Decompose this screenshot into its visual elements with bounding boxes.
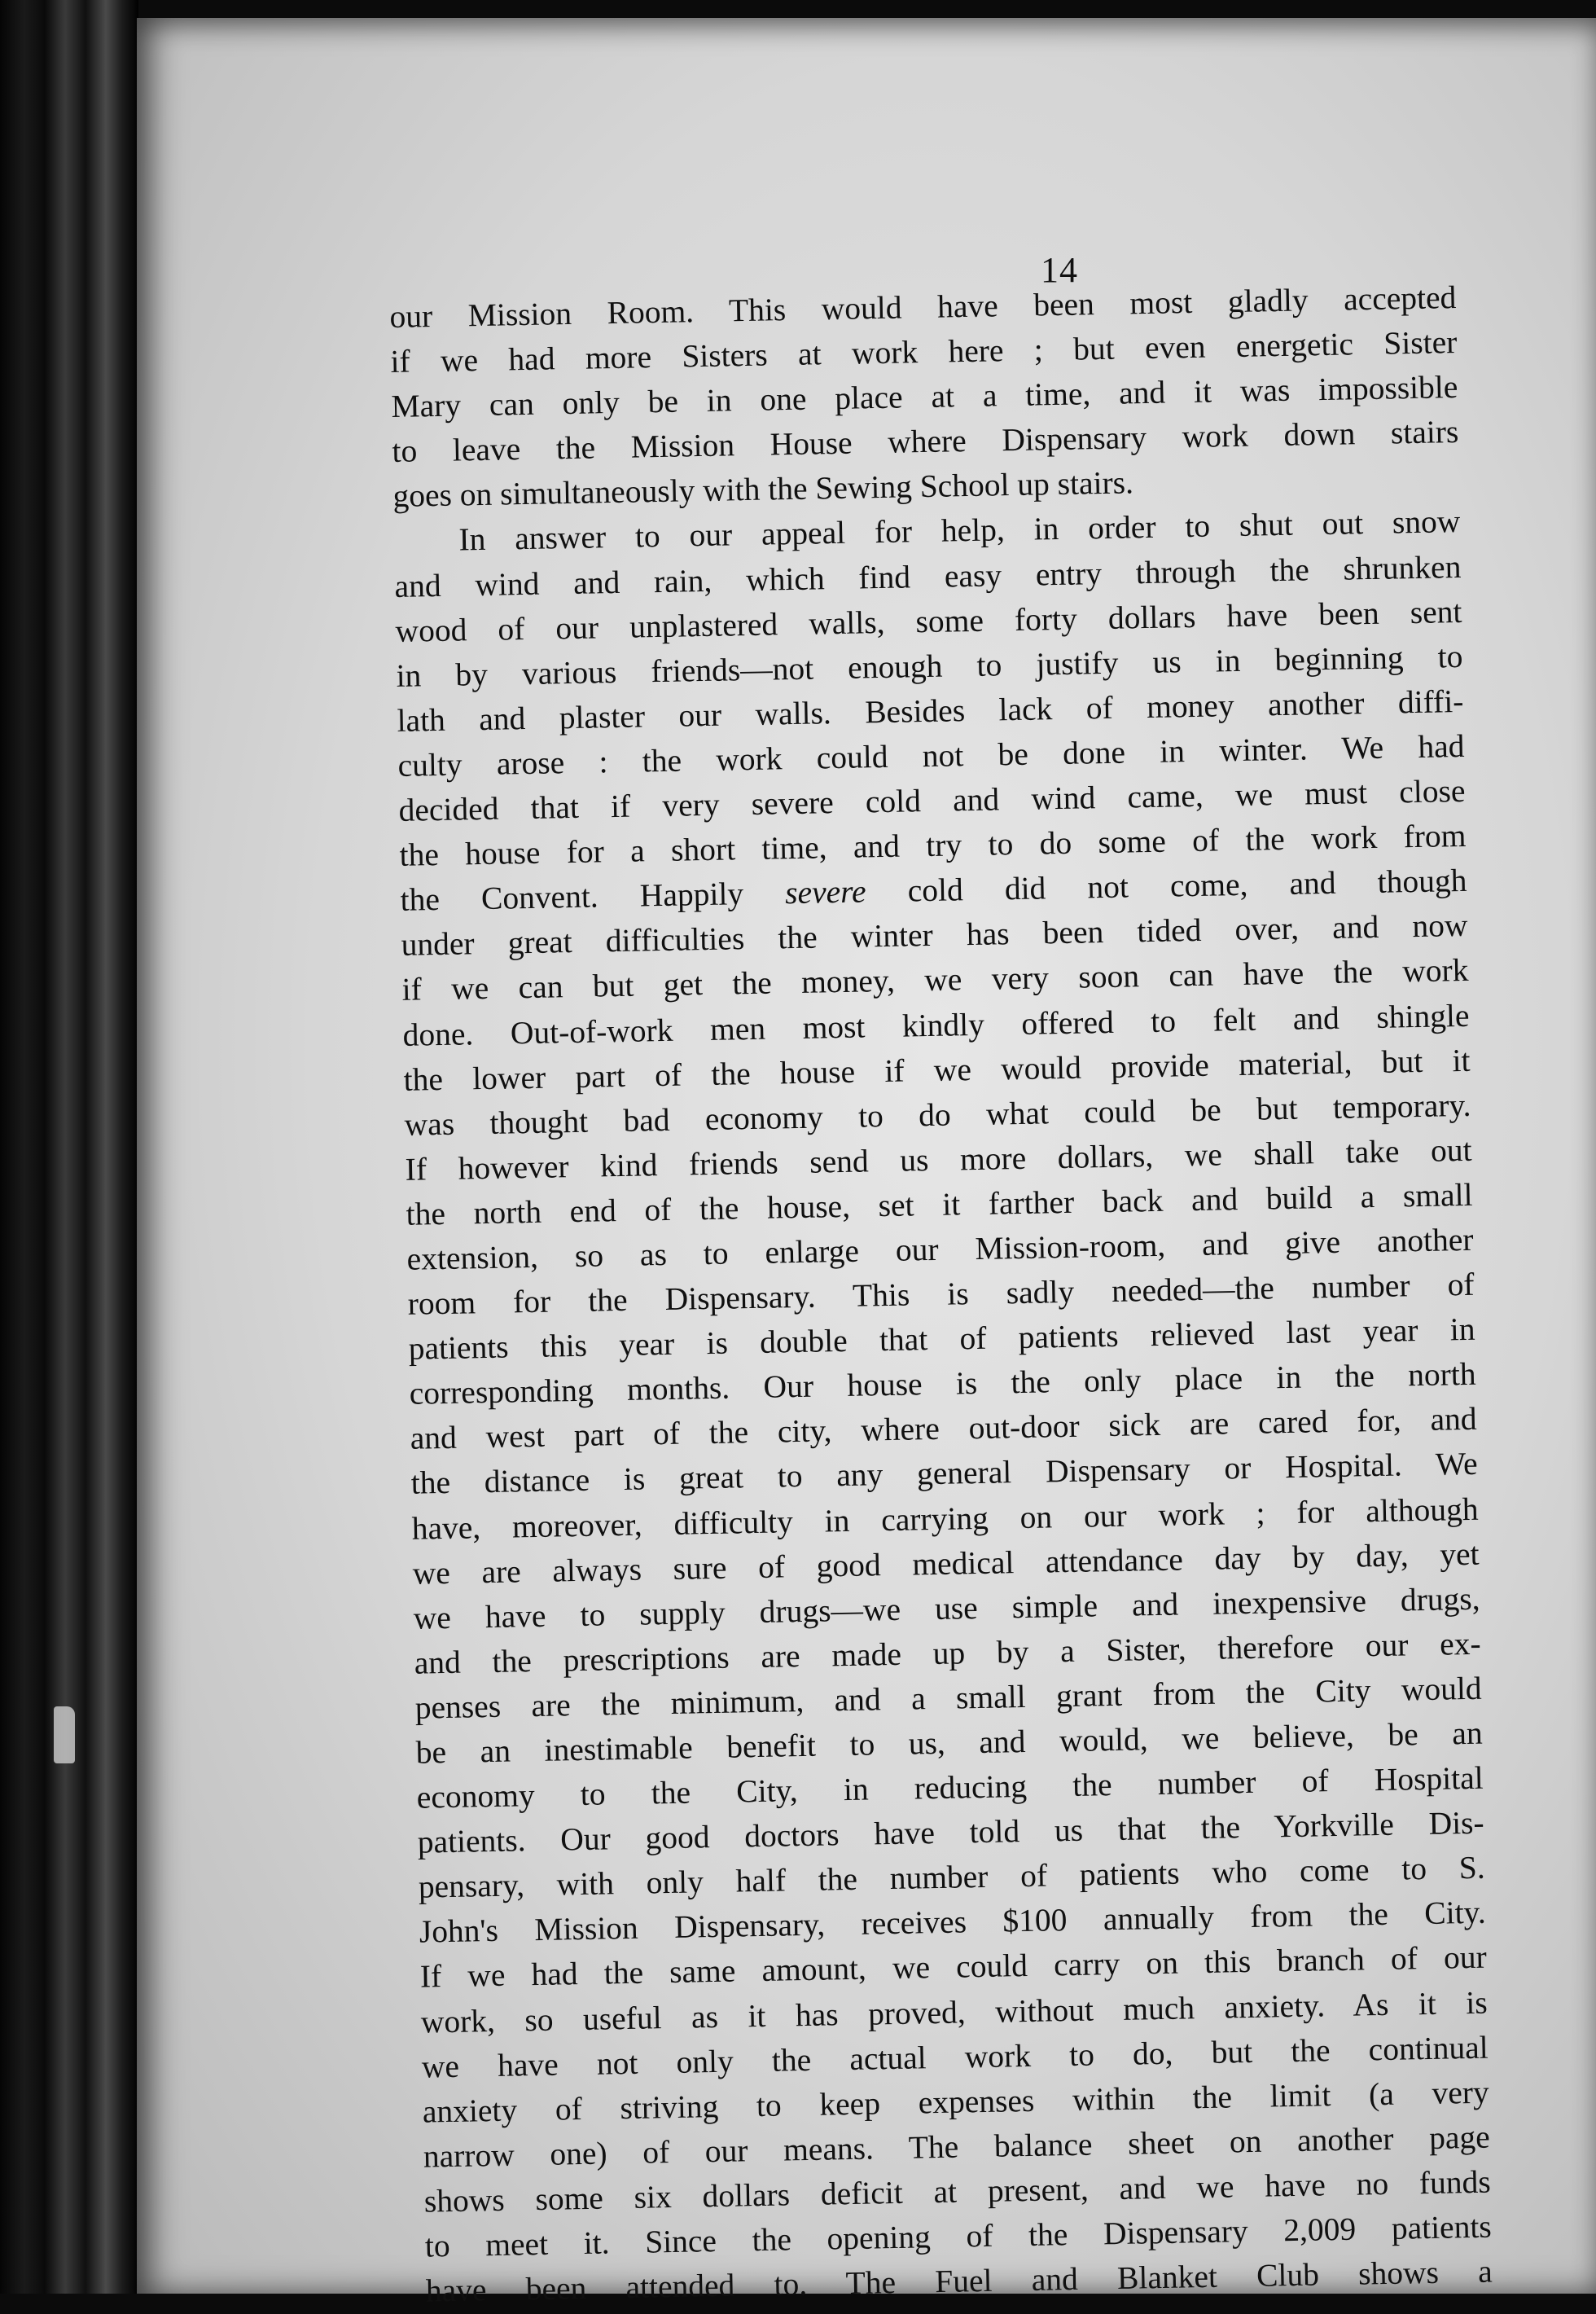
page-number: 14: [1041, 250, 1078, 290]
text-line: patients this year is double that of patients relieved last year in: [408, 1311, 1475, 1367]
text-line: lath and plaster our walls. Besides lack of money another diffi-: [397, 683, 1464, 739]
text-line: decided that if very severe cold and wind came, we must close: [398, 772, 1466, 828]
text-line: done. Out-of-work men most kindly offered to felt and shingle: [402, 997, 1470, 1053]
text-line: we have not only the actual work to do, but the continual: [421, 2029, 1489, 2085]
text-line: have been attended to. The Fuel and Blanket Club shows a: [425, 2253, 1493, 2309]
text-line: the Convent. Happily severe cold did not come, and though: [400, 863, 1467, 919]
text-line: goes on simultaneously with the Sewing School up stairs.: [392, 464, 1134, 515]
text-line: John's Mission Dispensary, receives $100 annually from the City.: [419, 1895, 1487, 1951]
text-line: patients. Our good doctors have told us that the Yorkville Dis-: [417, 1804, 1485, 1860]
text-line: corresponding months. Our house is the only place in the north: [409, 1356, 1476, 1412]
text-line: we are always sure of good medical attendance day by day, yet: [412, 1535, 1480, 1592]
text-line: our Mission Room. This would have been most gladly accepted: [389, 279, 1457, 335]
text-line: penses are the minimum, and a small grant from the City would: [414, 1670, 1482, 1726]
text-line: If we had the same amount, we could carry on this branch of our: [419, 1939, 1488, 1996]
text-line: the lower part of the house if we would provide material, but it: [403, 1042, 1471, 1098]
text-line: have, moreover, difficulty in carrying on our work ; for although: [411, 1491, 1479, 1547]
text-line: anxiety of striving to keep expenses within the limit (a very: [422, 2074, 1490, 2130]
page-tab-mark: [54, 1706, 75, 1763]
text-line: work, so useful as it has proved, without much anxiety. As it is: [420, 1984, 1489, 2040]
text-line: shows some six dollars deficit at present, and we have no funds: [423, 2163, 1492, 2220]
book-binding-edge: [0, 0, 138, 2294]
text-line: and the prescriptions are made up by a Sister, therefore our ex-: [414, 1625, 1481, 1681]
text-line: and wind and rain, which find easy entry through the shrunken: [394, 548, 1462, 604]
text-line: the north end of the house, set it farther back and build a small: [406, 1176, 1473, 1232]
text-line: In answer to our appeal for help, in order to shut out snow: [458, 503, 1461, 558]
text-line: to leave the Mission House where Dispensary work down stairs: [392, 414, 1459, 470]
text-line: and west part of the city, where out-door sick are cared for, and: [410, 1401, 1477, 1457]
text-line: the house for a short time, and try to do some of the work from: [399, 818, 1467, 874]
text-line: under great difficulties the winter has been tided over, and now: [401, 907, 1468, 964]
text-line: we have to supply drugs—we use simple and inexpensive drugs,: [413, 1580, 1480, 1636]
text-line: to meet it. Since the opening of the Dispensary 2,009 patients: [424, 2208, 1493, 2264]
text-line: pensary, with only half the number of patients who come to S.: [418, 1849, 1486, 1905]
text-line: economy to the City, in reducing the number of Hospital: [416, 1759, 1484, 1816]
text-line: If however kind friends send us more dollars, we shall take out: [405, 1131, 1472, 1188]
text-line: narrow one) of our means. The balance sheet on another page: [423, 2119, 1491, 2175]
body-text: [389, 275, 1509, 2314]
emphasis: severe: [784, 873, 866, 911]
text-line: the distance is great to any general Dispensary or Hospital. We: [410, 1446, 1478, 1502]
text-line: wood of our unplastered walls, some forty dollars have been sent: [395, 593, 1462, 649]
text-line: room for the Dispensary. This is sadly needed—the number of: [407, 1266, 1475, 1322]
text-line: was thought bad economy to do what could be but temporary.: [404, 1087, 1471, 1143]
text-line: be an inestimable benefit to us, and would, we believe, be an: [415, 1715, 1483, 1771]
text-line: extension, so as to enlarge our Mission-room, and give another: [406, 1221, 1474, 1277]
text-line: culty arose : the work could not be done in winter. We had: [397, 727, 1465, 784]
text-line: if we had more Sisters at work here ; but even energetic Sister: [390, 324, 1458, 380]
text-line: if we can but get the money, we very soon can have the work: [401, 952, 1469, 1008]
text-line: Mary can only be in one place at a time, and it was impossible: [391, 369, 1458, 425]
text-line: in by various friends—not enough to justify us in beginning to: [396, 638, 1463, 694]
